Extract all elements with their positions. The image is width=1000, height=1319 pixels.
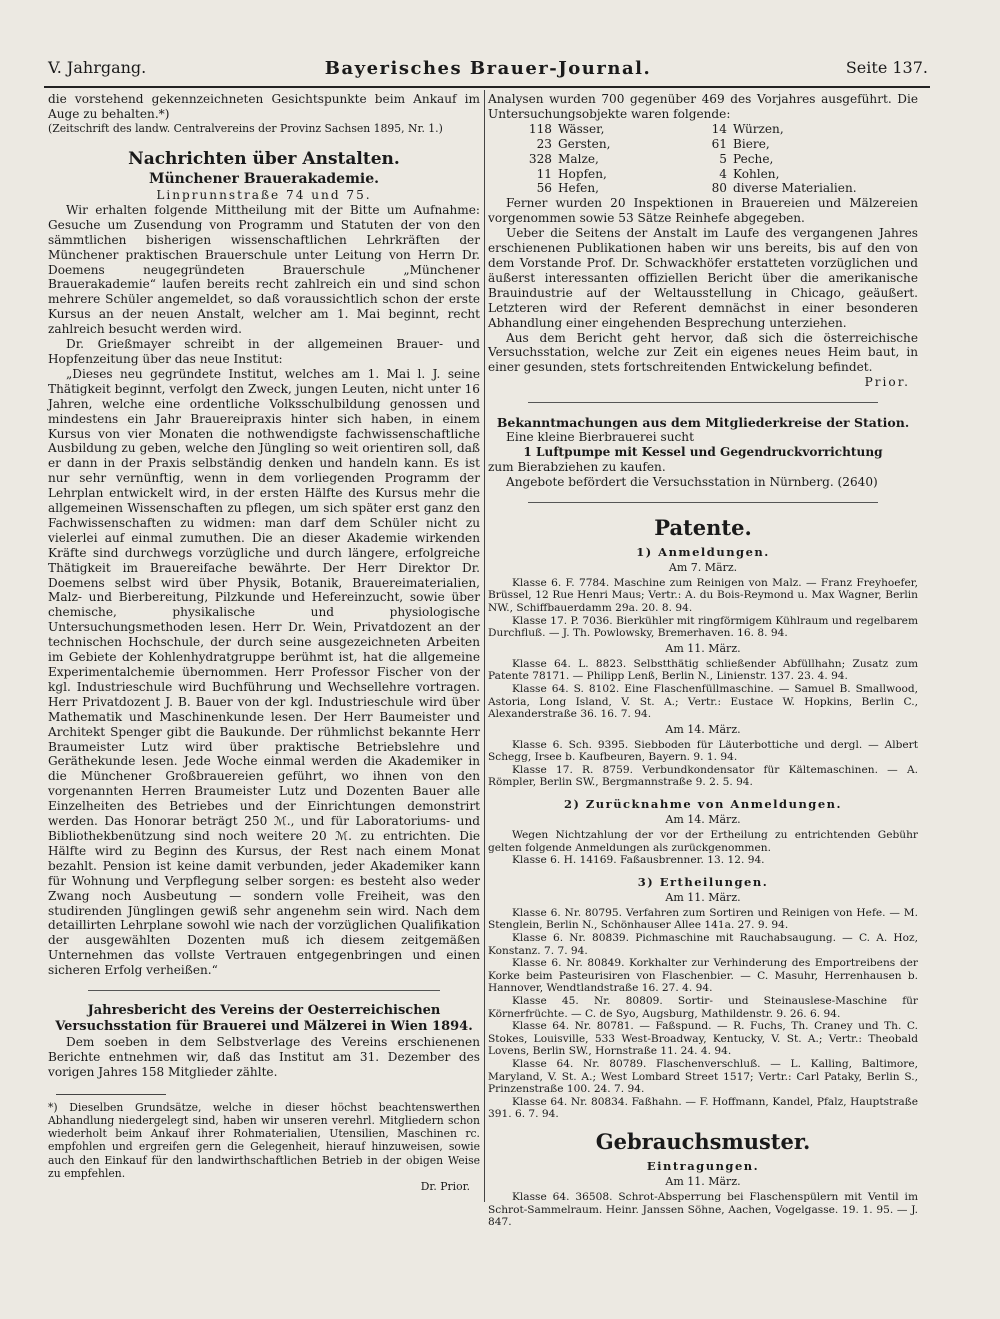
section-rule [528, 502, 878, 503]
analysis-item [693, 137, 858, 152]
date-line: Am 11. März. [665, 1174, 741, 1188]
analysis-label: Biere, [733, 136, 770, 151]
intro-source: (Zeitschrift des landw. Centralvereins der Provinz Sachsen 1895, Nr. 1.) [48, 121, 443, 135]
analysis-label: Wässer, [558, 121, 605, 136]
analysis-item [693, 181, 858, 196]
patent-entry: Klasse 45. Nr. 80809. Sortir- und Steinauslese-Maschine für Körnerfrüchte. — C. de Syo, Augsburg, Mathildenstr. 9. 26. 6. 94. [488, 995, 918, 1020]
akademie-address: Linprunnstraße 74 und 75. [156, 188, 372, 203]
zuruecknahme-note: Wegen Nichtzahlung der vor der Ertheilung zu entrichtenden Gebühr gelten folgende Anmeldungen als zurückgenommen. [488, 829, 918, 854]
analysis-count: 118 [528, 121, 552, 136]
publikationen-paragraph: Ueber die Seitens der Anstalt im Laufe des vergangenen Jahres erschienenen Publikationen haben wir uns bereits, bis auf den von dem Vorstande Prof. Dr. Schwackhöfer erstatteten vorzüglichen und äußerst interessanten offiziellen Bericht über die amerikanische Brauindustrie auf der Weltausstellung in Chicago, geäußert. Letzteren wird der Referent demnächst in einer besonderen Abhandlung einer eingehenden Besprechung unterziehen. [488, 226, 918, 330]
analysis-item [693, 152, 858, 167]
page-header [48, 58, 928, 84]
analysis-count: 61 [711, 136, 727, 151]
patent-entry: Klasse 6. Nr. 80839. Pichmaschine mit Rauchabsaugung. — C. A. Hoz, Konstanz. 7. 7. 94. [488, 932, 918, 957]
analysis-count: 56 [536, 181, 552, 196]
analyses-table [518, 122, 858, 197]
date-line: Am 11. März. [665, 890, 741, 904]
jahresbericht-title: Jahresbericht des Vereins der Oesterreichischen Versuchsstation für Brauerei und Mälzerei in Wien 1894. [55, 1003, 473, 1035]
patente-title: Patente. [654, 514, 752, 540]
date-line: Am 11. März. [665, 641, 741, 655]
analysis-item [518, 152, 683, 167]
section-rule [528, 402, 878, 403]
volume-label: V. Jahrgang. [48, 58, 147, 77]
section-title-nachrichten: Nachrichten über Anstalten. [128, 149, 400, 170]
jahresbericht-paragraph: Dem soeben in dem Selbstverlage des Vereins erschienenen Berichte entnehmen wir, daß das Institut am 31. Dezember des vorigen Jahres 158 Mitglieder zählte. [48, 1035, 480, 1079]
akademie-paragraph-2: Dr. Grießmayer schreibt in der allgemeinen Brauer- und Hopfenzeitung über das neue Institut: [48, 337, 480, 366]
left-column [48, 92, 480, 1193]
announcement-line-1: Eine kleine Bierbrauerei sucht [506, 430, 694, 445]
patent-entry: Klasse 6. Sch. 9395. Siebboden für Läuterbottiche und dergl. — Albert Schegg, Irsee b. Kaufbeuren, Bayern. 9. 1. 94. [488, 738, 918, 764]
bericht-paragraph: Aus dem Bericht geht hervor, daß sich die österreichische Versuchsstation, welche zur Zeit ein eigenes neues Heim baut, in einer gesunden, stets fortschreitenden Entwickelung befindet. [488, 330, 918, 375]
analysis-count: 23 [536, 136, 552, 151]
analysis-count: 11 [536, 166, 552, 181]
analysis-item [693, 122, 858, 137]
announcement-line-4: Angebote befördert die Versuchsstation in Nürnberg. (2640) [506, 474, 878, 489]
analysis-count: 80 [711, 181, 727, 196]
analysis-label: Würzen, [733, 121, 784, 136]
zuruecknahme-title: 2) Zurücknahme von Anmeldungen. [563, 797, 843, 812]
analysis-item [518, 137, 683, 152]
analysis-item [693, 167, 858, 182]
footnote-signature: Dr. Prior. [420, 1179, 470, 1193]
analysis-item [518, 181, 683, 196]
analysis-label: Gersten, [558, 136, 611, 151]
gebrauchsmuster-entry: Klasse 64. 36508. Schrot-Absperrung bei Flaschenspülern mit Ventil im Schrot-Sammelraum. Heinr. Janssen Söhne, Aachen, Vogelgasse. 19. 1. 95. — J. 847. [488, 1190, 918, 1229]
header-rule [44, 86, 930, 88]
patent-entry: Klasse 64. Nr. 80781. — Faßspund. — R. Fuchs, Th. Craney und Th. C. Stokes, Louisville, 533 West-Broadway, Kentucky, V. St. A.; Vertr.: Theobald Lovens, Berlin SW., Hornstraße 11. 24. 4. 94. [488, 1020, 918, 1058]
patent-entry: Klasse 6. H. 14169. Faßausbrenner. 13. 12. 94. [512, 854, 765, 867]
inspektionen-paragraph: Ferner wurden 20 Inspektionen in Brauereien und Mälzereien vorgenommen sowie 53 Sätze Reinhefe abgegeben. [488, 196, 918, 226]
analysis-label: Malze, [558, 151, 599, 166]
section-rule [88, 990, 440, 991]
analysis-count: 328 [528, 151, 552, 166]
analysis-label: diverse Materialien. [733, 181, 857, 196]
anmeldungen-title: 1) Anmeldungen. [636, 544, 770, 559]
analysen-paragraph: Analysen wurden 700 gegenüber 469 des Vorjahres ausgeführt. Die Untersuchungsobjekte waren folgende: [488, 92, 918, 121]
analysis-item [518, 167, 683, 182]
analysis-count: 4 [719, 166, 727, 181]
akademie-paragraph-1: Wir erhalten folgende Mittheilung mit der Bitte um Aufnahme: Gesuche um Zusendung von Programm und Statuten der von den sämmtlichen bisherigen wissenschaftlichen Lehrkräften der Münchener praktischen Brauerschule unter Leitung von Herrn Dr. Doemens neugegründeten Brauerschule „Münchener Brauerakademie“ laufen bereits recht zahlreich ein und sind schon mehrere Schüler angemeldet, so daß voraussichtlich schon der erste Kursus an der neuen Anstalt, welcher am 1. Mai beginnt, recht zahlreich besucht werden wird. [48, 202, 480, 337]
intro-text: die vorstehend gekennzeichneten Gesichtspunkte beim Ankauf im Auge zu behalten.*) [48, 92, 480, 121]
patent-entry: Klasse 17. P. 7036. Bierkühler mit ringförmigem Kühlraum und regelbarem Durchfluß. — J. Th. Powlowsky, Bremerhaven. 16. 8. 94. [488, 614, 918, 640]
analysis-count: 14 [711, 121, 727, 136]
ertheilungen-title: 3) Ertheilungen. [637, 874, 769, 889]
footnote-text: *) Dieselben Grundsätze, welche in dieser höchst beachtenswerthen Abhandlung niedergelegt sind, haben wir unseren verehrl. Mitgliedern schon wiederholt beim Ankauf ihrer Rohmaterialien, Utensilien, Maschinen rc. empfohlen und ergreifen gern die Gelegenheit, hierauf hinzuweisen, sowie auch den Einkauf für den landwirthschaftlichen Betrieb in der obigen Weise zu empfehlen. [48, 1100, 480, 1180]
date-line: Am 14. März. [665, 722, 741, 736]
right-column [488, 92, 918, 1229]
analysis-label: Peche, [733, 151, 774, 166]
patent-entry: Klasse 64. Nr. 80834. Faßhahn. — F. Hoffmann, Kandel, Pfalz, Hauptstraße 391. 6. 7. 94. [488, 1095, 918, 1121]
bekanntmachungen-title: Bekanntmachungen aus dem Mitgliederkreise der Station. [496, 415, 910, 431]
date-line: Am 14. März. [665, 813, 741, 827]
patent-entry: Klasse 64. Nr. 80789. Flaschenverschluß. — L. Kalling, Baltimore, Maryland, V. St. A.; West Lombard Street 1517; Vertr.: Carl Pataky, Berlin S., Prinzenstraße 100. 24. 7. 94. [488, 1057, 918, 1096]
report-signature: Prior. [864, 375, 910, 390]
journal-title: Bayerisches Brauer-Journal. [324, 58, 652, 79]
announcement-line-2: 1 Luftpumpe mit Kessel und Gegendruckvorrichtung [523, 445, 883, 460]
footnote-rule [56, 1094, 166, 1095]
analysis-item [518, 122, 683, 137]
patent-entry: Klasse 6. F. 7784. Maschine zum Reinigen von Malz. — Franz Freyhoefer, Brüssel, 12 Rue Henri Maus; Vertr.: A. du Bois-Reymond u. Max Wagner, Berlin NW., Schiffbauerdamm 29a. 20. 8. 94. [488, 576, 918, 614]
akademie-title: Münchener Brauerakademie. [149, 171, 379, 188]
gebrauchsmuster-title: Gebrauchsmuster. [595, 1128, 811, 1154]
patent-entry: Klasse 17. R. 8759. Verbundkondensator für Kältemaschinen. — A. Römpler, Berlin SW., Bergmannstraße 9. 2. 5. 94. [488, 763, 918, 789]
analysis-label: Hefen, [558, 181, 599, 196]
column-divider [484, 90, 485, 1202]
patent-entry: Klasse 6. Nr. 80795. Verfahren zum Sortiren und Reinigen von Hefe. — M. Stenglein, Berlin N., Schönhauser Allee 141a. 27. 9. 94. [488, 906, 918, 932]
analysis-label: Kohlen, [733, 166, 780, 181]
page-number: Seite 137. [845, 58, 928, 77]
announcement-line-3: zum Bierabziehen zu kaufen. [488, 459, 666, 474]
patent-entry: Klasse 64. L. 8823. Selbstthätig schließender Abfüllhahn; Zusatz zum Patente 78171. — Philipp Lenß, Berlin N., Linienstr. 137. 23. 4. 94. [488, 657, 918, 683]
analysis-count: 5 [719, 151, 727, 166]
analysis-label: Hopfen, [558, 166, 607, 181]
eintragungen-title: Eintragungen. [646, 1158, 760, 1173]
akademie-paragraph-3: „Dieses neu gegründete Institut, welches am 1. Mai l. J. seine Thätigkeit beginnt, verfolgt den Zweck, jungen Leuten, nicht unter 16 Jahren, welche eine ordentliche Volksschulbildung genossen und mindestens ein Jahr Brauereipraxis hinter sich haben, in einem Kursus von vier Monaten die nothwendigste fachwissenschaftliche Ausbildung zu geben, welche den Jüngling so weit orientiren soll, daß er dann in der Praxis selbständig denken und handeln kann. Es ist nur sehr vernünftig, wenn in dem vorliegenden Programm der Lehrplan entwickelt wird, in der ersten Hälfte des Kursus mehr die allgemeinen Wissenschaften zu pflegen, um sich später erst ganz den Fachwissenschaften zu widmen: man darf dem Schüler nicht zu vielerlei auf einmal zumuthen. Die an dieser Akademie wirkenden Kräfte sind durchwegs vorzügliche und durch längere, erfolgreiche Thätigkeit im Brauereifache bewährte. Der Herr Direktor Dr. Doemens selbst wird über Physik, Botanik, Brauereimaterialien, Malz- und Bierbereitung, Pilzkunde und Hefereinzucht, sowie über chemische, physikalische und physiologische Untersuchungsmethoden lesen. Herr Dr. Wein, Privatdozent an der technischen Hochschule, der durch seine ausgezeichneten Arbeiten im Gebiete der Kohlenhydratgruppe berühmt ist, hat die allgemeine Experimentalchemie übernommen. Herr Professor Fischer von der kgl. Industrieschule wird Buchführung und Wechsellehre vortragen. Herr Privatdozent J. B. Bauer von der kgl. Industrieschule wird über Mathematik und Maschinenkunde lesen. Der Herr Baumeister und Architekt Spenger gibt die Baukunde. Der rühmlichst bekannte Herr Braumeister Lutz wird über praktische Betriebslehre und Geräthekunde lesen. Jede Woche einmal werden die Akademiker in die Münchener Großbrauereien geführt, wo ihnen von den vorgenannten Herren Braumeister Lutz und Dozenten Bauer alle Einzelheiten des Betriebes und der Einrichtungen demonstrirt werden. Das Honorar beträgt 250 ℳ., und für Laboratoriums- und Bibliothekbenützung sind noch weitere 20 ℳ. zu entrichten. Die Hälfte wird zu Beginn des Kursus, der Rest nach einem Monat bezahlt. Pension ist keine damit verbunden, jeder Akademiker kann für Wohnung und Verpflegung selber sorgen: es besteht also weder Zwang noch Ausbeutung — sondern volle Freiheit, was den studirenden Jünglingen gewiß sehr angenehm sein wird. Nach dem detaillirten Lehrplane sowohl wie nach der vorzüglichen Qualifikation der ausgewählten Dozenten muß ich diesem zeitgemäßen Unternehmen das vollste Vertrauen entgegenbringen und einen sicheren Erfolg verheißen.“ [48, 366, 480, 978]
patent-entry: Klasse 64. S. 8102. Eine Flaschenfüllmaschine. — Samuel B. Smallwood, Astoria, Long Island, V. St. A.; Vertr.: Eustace W. Hopkins, Berlin C., Alexanderstraße 36. 16. 7. 94. [488, 682, 918, 721]
date-line: Am 7. März. [668, 560, 738, 574]
patent-entry: Klasse 6. Nr. 80849. Korkhalter zur Verhinderung des Emportreibens der Korke beim Pasteurisiren von Flaschenbier. — C. Masuhr, Herrenhausen b. Hannover, Wendtlandstraße 16. 27. 4. 94. [488, 957, 918, 995]
